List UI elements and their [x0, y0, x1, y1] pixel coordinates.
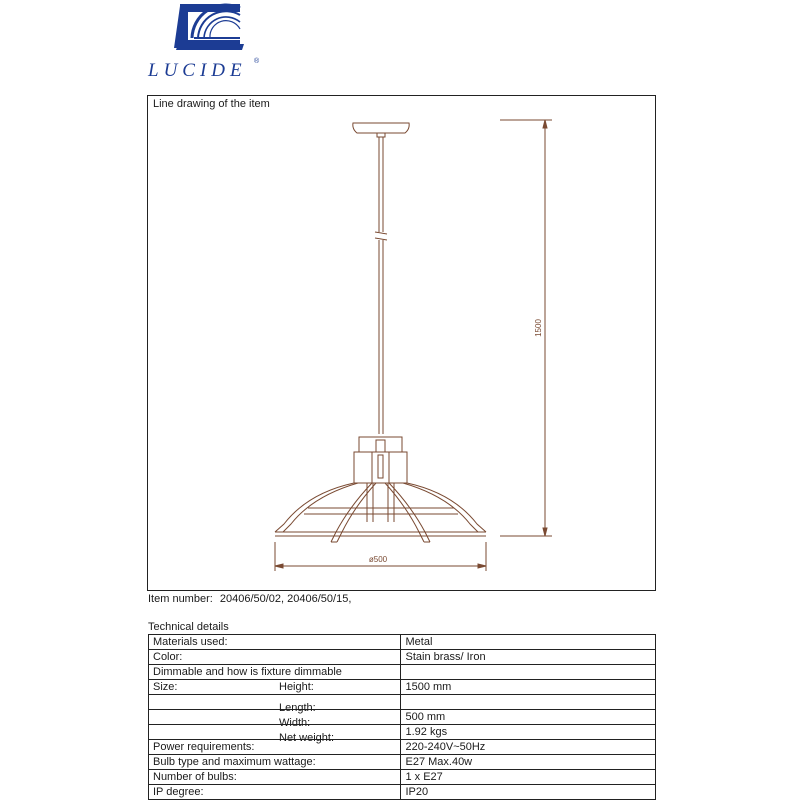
spec-value: 1500 mm	[401, 680, 656, 695]
spec-label-cell	[149, 755, 401, 770]
spec-value: 220-240V~50Hz	[401, 740, 656, 755]
spec-sublabel: Width:	[279, 717, 311, 729]
logo-wordmark: LUCIDE	[148, 60, 247, 81]
spec-row	[149, 755, 656, 770]
technical-details-table	[148, 634, 656, 800]
spec-label-cell	[149, 740, 401, 755]
spec-value: 500 mm	[401, 710, 656, 725]
drawing-label: Line drawing of the item	[153, 98, 270, 110]
spec-value	[401, 695, 656, 710]
spec-value: E27 Max.40w	[401, 755, 656, 770]
spec-label-cell	[149, 695, 401, 714]
spec-value: 1 x E27	[401, 770, 656, 785]
spec-label: Size:	[153, 680, 178, 693]
spec-row	[149, 785, 656, 800]
spec-value: IP20	[401, 785, 656, 800]
spec-label: Color:	[153, 650, 183, 663]
spec-label-cell	[149, 665, 401, 680]
spec-row	[149, 650, 656, 665]
width-dimension-label: ø500	[368, 555, 388, 564]
spec-row	[149, 725, 656, 740]
spec-value	[401, 665, 656, 680]
spec-row	[149, 680, 656, 695]
item-number-label: Item number:	[148, 593, 213, 605]
spec-label: Materials used:	[153, 635, 228, 648]
height-dimension-label: 1500	[534, 319, 543, 337]
spec-label-cell	[149, 650, 401, 665]
spec-row	[149, 740, 656, 755]
item-number	[148, 593, 351, 605]
pendant-lamp-drawing	[148, 96, 655, 590]
height-dimension	[500, 120, 552, 536]
spec-value: 1.92 kgs	[401, 725, 656, 740]
spec-label: IP degree:	[153, 785, 204, 798]
spec-label-cell	[149, 710, 401, 729]
ceiling-canopy	[353, 123, 409, 137]
spec-label-cell	[149, 770, 401, 785]
spec-label-cell	[149, 725, 401, 744]
spec-row	[149, 635, 656, 650]
spec-label-cell	[149, 635, 401, 650]
spec-label: Dimmable and how is fixture dimmable	[153, 665, 342, 678]
item-number-value: 20406/50/02, 20406/50/15,	[219, 593, 352, 605]
line-drawing-panel	[147, 95, 656, 591]
technical-details-title: Technical details	[148, 621, 229, 633]
spec-value: Stain brass/ Iron	[401, 650, 656, 665]
spec-label: Number of bulbs:	[153, 770, 237, 783]
spec-row	[149, 710, 656, 725]
suspension-cord	[375, 137, 387, 434]
spec-sublabel: Length:	[279, 702, 316, 714]
spec-sublabel: Height:	[279, 680, 314, 693]
spec-label: Power requirements:	[153, 740, 255, 753]
lamp-housing	[354, 437, 407, 483]
spec-value: Metal	[401, 635, 656, 650]
spec-row	[149, 695, 656, 710]
spec-row	[149, 665, 656, 680]
logo-mark-icon	[174, 4, 244, 50]
lamp-shade-cage	[275, 483, 486, 542]
spec-label-cell	[149, 680, 401, 695]
spec-label-cell	[149, 785, 401, 800]
spec-sublabel: Net weight:	[279, 732, 335, 744]
spec-label: Bulb type and maximum wattage:	[153, 755, 316, 768]
registered-mark: ®	[254, 58, 260, 65]
spec-row	[149, 770, 656, 785]
